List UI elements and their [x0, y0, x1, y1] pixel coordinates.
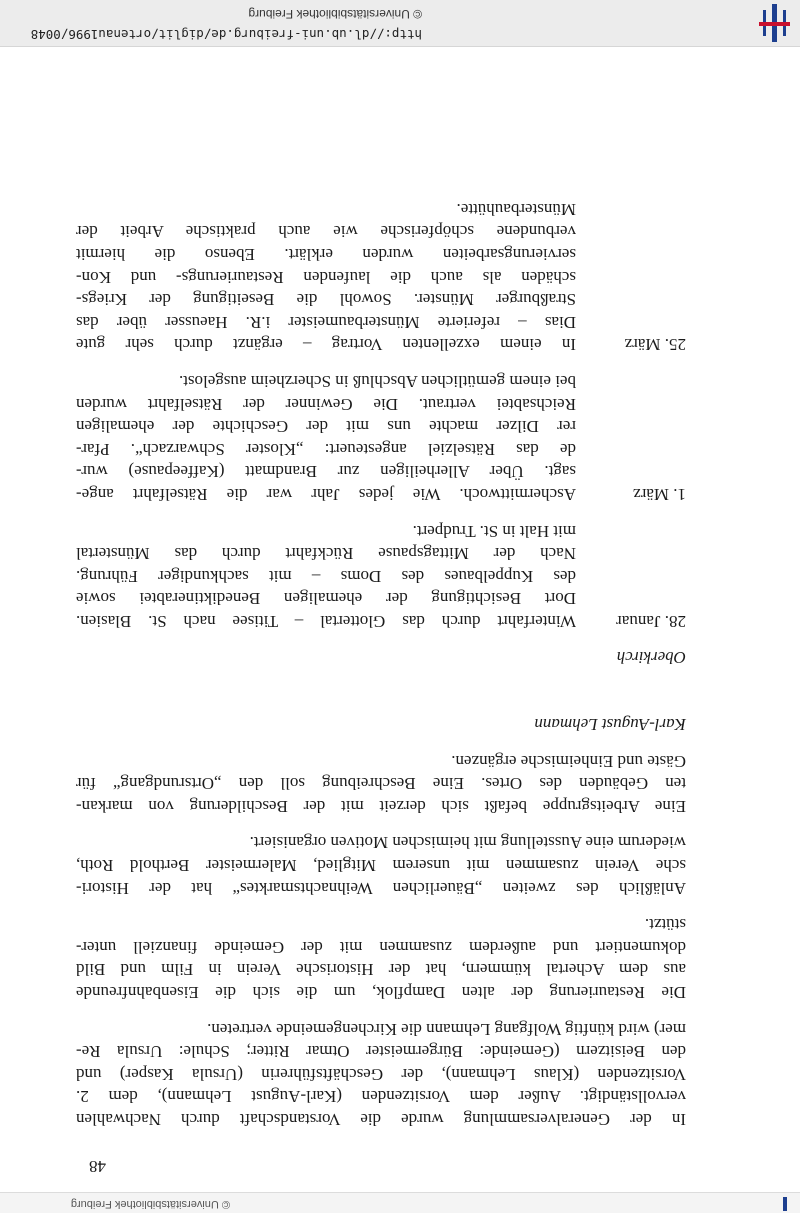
text-line: verbundene schöpferische wie auch praktische Arbeit der [76, 222, 576, 242]
paragraph [76, 749, 686, 817]
bottom-library-credit: © Universitätsbibliothek Freiburg [70, 1198, 230, 1210]
author-signature: Karl-August Lehmann [534, 715, 686, 735]
text-line: Dort Besichtigung der ehemaligen Benediktinerabtei sowie [76, 589, 576, 609]
text-line: Gäste und Einheimische ergänzen. [451, 751, 686, 771]
text-line: In der Generalversammlung wurde die Vorstandschaft durch Nachwahlen [76, 1110, 686, 1129]
text-line: aus dem Achertal kümmern, hat der Historische Verein in Film und Bild [76, 960, 686, 980]
event-entry [76, 369, 686, 505]
text-line: In einem exzellenten Vortrag – ergänzt durch sehr gute [76, 335, 576, 355]
text-line: Aschermittwoch. Wie jedes Jahr war die Rätselfahrt ange- [76, 484, 576, 504]
text-line: Münsterbauhütte. [456, 199, 576, 219]
text-line: schäden als auch die laufenden Restaurierungs- und Kon- [76, 267, 576, 287]
text-line: Winterfahrt durch das Glottertal – Titisee nach St. Blasien. [76, 611, 576, 631]
text-line: de das Rätselziel angesteuert: „Kloster Schwarzach“. Pfar- [76, 439, 576, 459]
event-entry [76, 519, 686, 632]
event-entry [76, 197, 686, 355]
text-line: dokumentiert und außerdem zusammen mit der Gemeinde finanziell unter- [76, 937, 686, 957]
text-line: servierungsarbeiten wurden erklärt. Ebenso die hiermit [76, 245, 576, 264]
paragraph [76, 913, 686, 1003]
text-line: mit Halt in St. Trudpert. [412, 521, 576, 541]
text-line: Nach der Mittagspause Rückfahrt durch das Münstertal [76, 544, 576, 564]
paragraph [76, 1017, 686, 1130]
text-line: Eine Arbeitsgruppe befaßt sich derzeit mit der Beschilderung von markan- [76, 796, 686, 816]
university-mark-icon [778, 1197, 792, 1211]
text-line: Straßburger Münster. Sowohl die Beseitigung der Kriegs- [76, 290, 576, 310]
event-date: 25. März [624, 335, 686, 355]
source-url-link[interactable]: http://dl.ub.uni-freiburg.de/diglit/ortenau1996/0048 [30, 27, 422, 42]
text-line: sagt. Über Allerheiligen zur Brandmatt (Kaffeepause) wur- [76, 462, 576, 482]
text-line: wiederum eine Ausstellung mit heimischen Motiven organisiert. [249, 833, 686, 853]
event-date: 28. Januar [616, 611, 686, 631]
scanned-page [46, 70, 686, 1180]
page-body [76, 197, 686, 1130]
text-line: mer) wird künftig Wolfgang Lehmann die Kirchengemeinde vertreten. [207, 1019, 686, 1039]
text-line: Anläßlich des zweiten „Bäuerlichen Weihnachtsmarktes“ hat der Histori- [76, 878, 686, 898]
university-logo-icon [758, 4, 792, 42]
text-line: ten Gebäuden des Ortes. Eine Beschreibung soll den „Ortsrundgang“ für [76, 774, 686, 794]
text-line: Vorsitzenden (Klaus Lehmann), der Geschäftsführerin (Ursula Kasper) und [76, 1064, 686, 1084]
text-line: Die Restaurierung der alten Dampflok, um die sich die Eisenbahnfreunde [76, 983, 686, 1003]
text-line: den Beisitzern (Gemeinde: Bürgermeister Otmar Ritter; Schule: Ursula Re- [76, 1042, 686, 1062]
section-title: Oberkirch [616, 648, 686, 668]
text-line: des Kuppelbaues des Doms – mit sachkundiger Führung. [76, 566, 576, 586]
text-line: bei einem gemütlichen Abschluß in Scherzheim ausgelost. [178, 371, 576, 391]
text-line: sche Verein zusammen mit unserem Mitglied, Malermeister Berthold Roth, [76, 856, 686, 876]
text-line: rer Dilzer machte uns mit der Geschichte der ehemaligen [76, 417, 576, 437]
page-number: 48 [89, 1157, 106, 1176]
paragraph [76, 831, 686, 899]
text-line: stützt. [644, 915, 686, 935]
text-line: Dias – referierte Münsterbaumeister i.R. Haeusser über das [76, 312, 576, 332]
event-date: 1. März [633, 484, 686, 504]
library-credit: © Universitätsbibliothek Freiburg [248, 7, 422, 21]
text-line: Reichsabtei vertraut. Die Gewinner der Rätselfahrt wurden [76, 394, 576, 414]
text-line: vervollständigt. Außer dem Vorsitzenden (Karl-August Lehmann), dem 2. [76, 1087, 686, 1107]
repository-banner [0, 0, 800, 47]
bottom-strip [0, 1192, 800, 1213]
